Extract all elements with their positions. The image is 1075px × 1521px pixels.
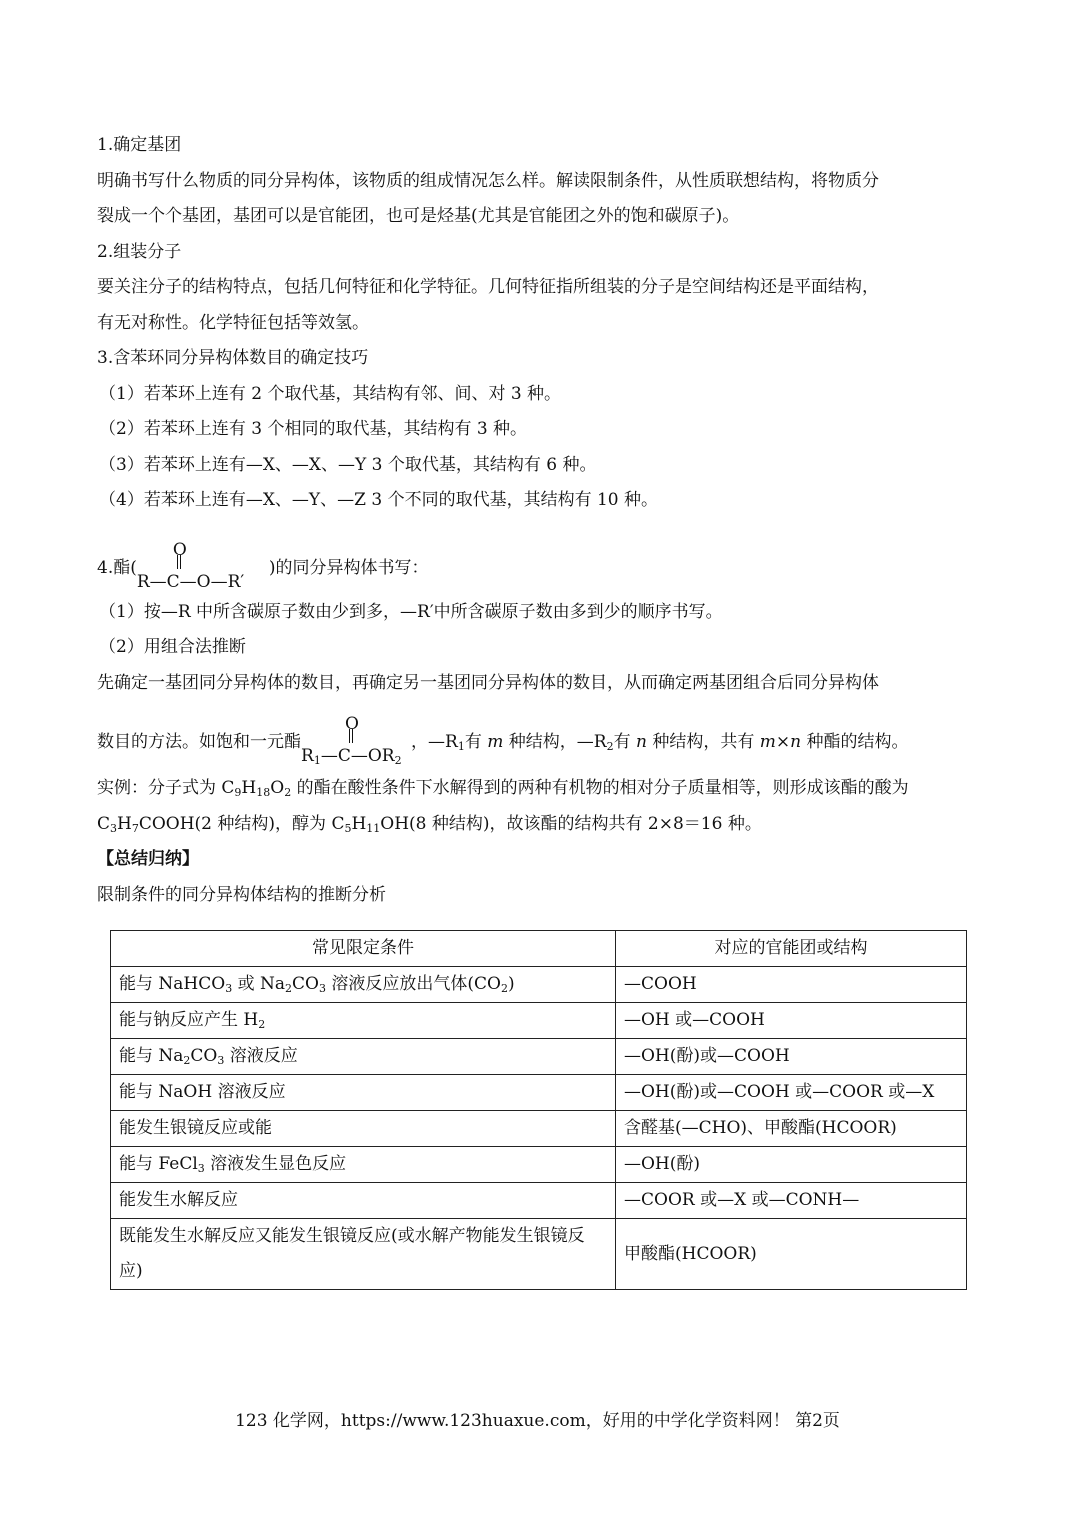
section4-item-1: （1）按—R 中所含碳原子数由少到多，—R′中所含碳原子数由多到少的顺序书写。 — [99, 601, 723, 622]
table-cell-group: —OH(酚)或—COOH — [616, 1039, 967, 1075]
section2-text-1: 要关注分子的结构特点，包括几何特征和化学特征。几何特征指所组装的分子是空间结构还是平面结构， — [97, 277, 879, 297]
summary-title: 【总结归纳】 — [97, 849, 199, 869]
ester-structure: O R—C—O—R′ — [136, 539, 245, 592]
section2-text-2: 有无对称性。化学特征包括等效氢。 — [97, 312, 369, 333]
table-cell-condition: 能与 NaOH 溶液反应 — [111, 1075, 616, 1111]
table-cell-condition: 能发生水解反应 — [111, 1183, 616, 1219]
table-cell-group: —OH 或—COOH — [616, 1003, 967, 1039]
section3-item-3: （3）若苯环上连有—X、—X、—Y 3 个取代基，其结构有 6 种。 — [99, 454, 597, 475]
document-body — [97, 128, 977, 913]
table-row — [111, 1111, 967, 1147]
table-row — [111, 1147, 967, 1183]
section4-para-2: 数目的方法。如饱和一元酯 O $R_1—C—OR_2$ ，$—R_1$有 m 种结构，$—R_2$有 n 种结构，共有 m×n 种酯的结构。 — [97, 714, 909, 767]
section3-title: 3.含苯环同分异构体数目的确定技巧 — [97, 348, 369, 368]
table-cell-condition: 能与 $Na_2CO_3$ 溶液反应 — [111, 1039, 616, 1075]
table-header-group: 对应的官能团或结构 — [616, 931, 967, 967]
table-cell-group: —OH(酚)或—COOH 或—COOR 或—X — [616, 1075, 967, 1111]
section1-text-2: 裂成一个个基团，基团可以是官能团，也可是烃基(尤其是官能团之外的饱和碳原子)。 — [97, 206, 740, 226]
table-cell-condition: 能发生银镜反应或能 — [111, 1111, 616, 1147]
table-cell-condition: 能与 NaHCO$_3$ 或 $Na_2CO_3$ 溶液反应放出气体$(CO_2)$ — [111, 967, 616, 1003]
section1-title: 1.确定基团 — [97, 135, 182, 155]
table-row — [111, 1075, 967, 1111]
section3-item-4: （4）若苯环上连有—X、—Y、—Z 3 个不同的取代基，其结构有 10 种。 — [99, 490, 659, 510]
ester-structure-2: O $R_1—C—OR_2$ — [301, 714, 402, 767]
page-footer: 123 化学网，https://www.123huaxue.com，好用的中学化学资料网！ 第2页 — [235, 1411, 840, 1431]
table-row — [111, 1183, 967, 1219]
section4-item-2: （2）用组合法推断 — [99, 637, 246, 657]
table-row — [111, 967, 967, 1003]
table-row — [111, 1039, 967, 1075]
section3-item-1: （1）若苯环上连有 2 个取代基，其结构有邻、间、对 3 种。 — [99, 383, 562, 404]
section4-example-2: $C_3H_7COOH(2$ 种结构)，醇为 $C_5H_{11}OH(8$ 种结构)，故该酯的结构共有 2×8＝16 种。 — [97, 813, 762, 835]
conditions-table — [110, 930, 967, 1290]
table-header-row — [111, 931, 967, 967]
section4-example-1: 实例：分子式为 $C_9H_{18}O_2$ 的酯在酸性条件下水解得到的两种有机物的相对分子质量相等，则形成该酯的酸为 — [97, 778, 909, 799]
table-cell-condition: 能与 FeCl$_3$ 溶液发生显色反应 — [111, 1147, 616, 1183]
section4-para-1: 先确定一基团同分异构体的数目，再确定另一基团同分异构体的数目，从而确定两基团组合后同分异构体 — [97, 672, 879, 693]
table-row — [111, 1003, 967, 1039]
table-cell-group: 甲酸酯(HCOOR) — [616, 1219, 967, 1290]
section1-text-1: 明确书写什么物质的同分异构体，该物质的组成情况怎么样。解读限制条件，从性质联想结构，将物质分 — [97, 170, 879, 191]
section4-title: 4.酯( O R—C—O—R′ )的同分异构体书写： — [97, 539, 429, 592]
table-cell-group: 含醛基(—CHO)、甲酸酯(HCOOR) — [616, 1111, 967, 1147]
table-cell-group: —COOR 或—X 或—CONH— — [616, 1183, 967, 1219]
table-cell-group: —OH(酚) — [616, 1147, 967, 1183]
section3-item-2: （2）若苯环上连有 3 个相同的取代基，其结构有 3 种。 — [99, 419, 528, 439]
table-header-condition: 常见限定条件 — [111, 931, 616, 967]
section2-title: 2.组装分子 — [97, 241, 182, 262]
table-row — [111, 1219, 967, 1290]
table-cell-group: —COOH — [616, 967, 967, 1003]
summary-subtitle: 限制条件的同分异构体结构的推断分析 — [97, 884, 386, 905]
table-cell-condition: 能与钠反应产生 $H_2$ — [111, 1003, 616, 1039]
table-cell-condition: 既能发生水解反应又能发生银镜反应(或水解产物能发生银镜反应) — [111, 1219, 616, 1290]
